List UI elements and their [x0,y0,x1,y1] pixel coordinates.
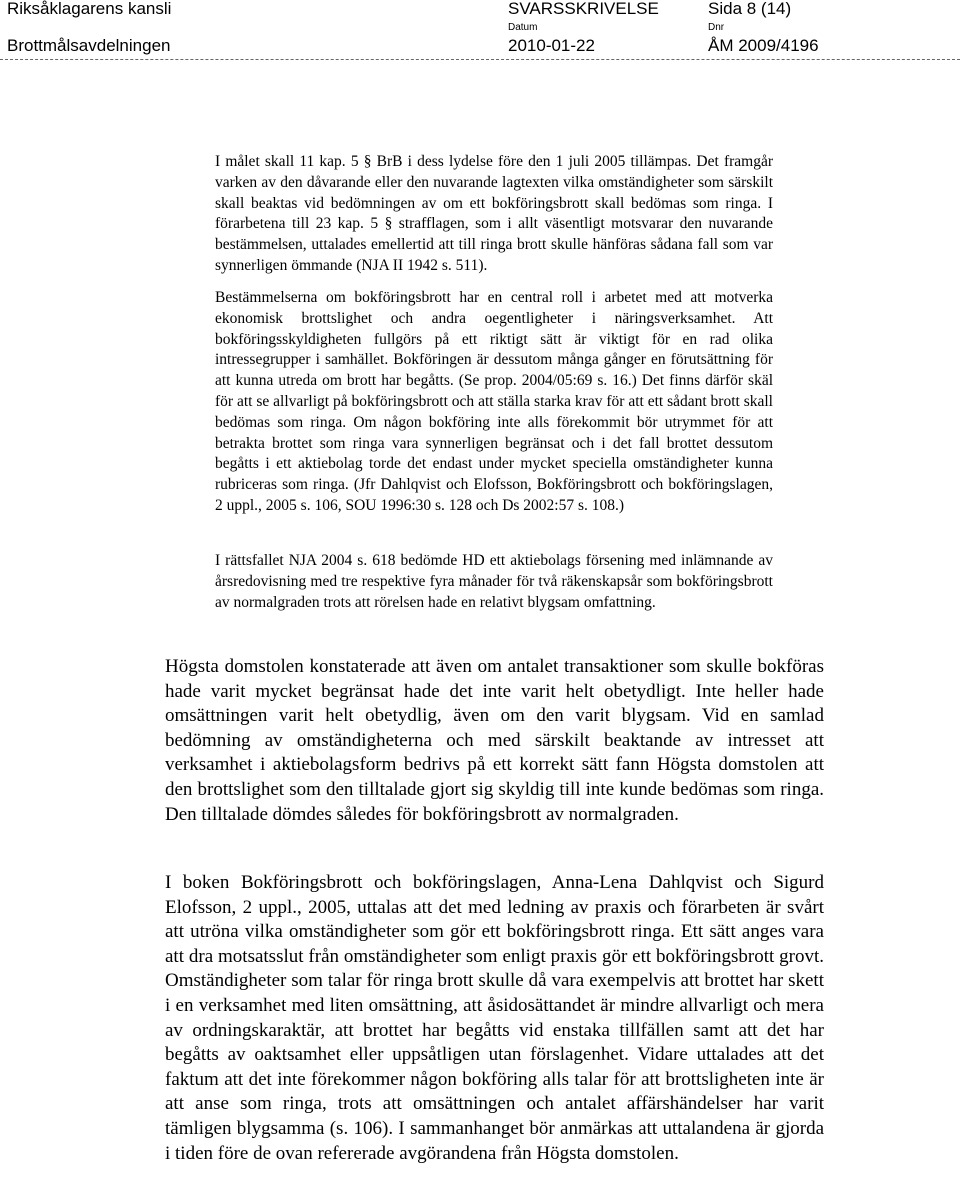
header-divider [0,59,960,60]
division-name: Brottmålsavdelningen [7,36,171,55]
document-date: 2010-01-22 [508,36,595,55]
document-type: SVARSSKRIVELSE [508,0,659,18]
date-label: Datum [508,22,538,33]
quote-paragraph-3: I rättsfallet NJA 2004 s. 618 bedömde HD ett aktiebolags försening med inlämnande av årsredovisning med tre respektive fyra månader för två räkenskapsår som bokföringsbrott av normalgraden trots att rörelsen hade en relativt blygsam omfattning. [215,552,773,611]
body-paragraph-2: I boken Bokföringsbrott och bokföringslagen, Anna-Lena Dahlqvist och Sigurd Elofsson, 2 uppl., 2005, uttalas att det med ledning av praxis och förarbeten är svårt att utröna vilka omständigheter som gör ett bokföringsbrott ringa. Ett sätt anges vara att dra motsatsslut från omständigheter som enligt praxis gör ett bokföringsbrott grovt. Omständigheter som talar för ringa brott skulle då vara exempelvis att brottet har skett i en verksamhet med liten omsättning, att åsidosättandet är mindre allvarligt och mera av ordningskaraktär, att brottet har begåtts vid enstaka tillfällen samt att det har begåtts av oaktsamhet eller uppsåtligen utan förslagenhet. Vidare uttalades att det faktum att det inte förekommer någon bokföring alls talar för att brottsligheten inte är att anse som ringa, trots att omsättningen och antalet affärshändelser har varit tämligen blygsamma (s. 106). I sammanhanget bör anmärkas att uttalandena är gjorda i tiden före de ovan refererade avgörandena från Högsta domstolen. [165,872,824,1164]
document-dnr: ÅM 2009/4196 [708,36,819,55]
dnr-label: Dnr [708,22,725,33]
quote-paragraph-1: I målet skall 11 kap. 5 § BrB i dess lydelse före den 1 juli 2005 tillämpas. Det framgår varken av den dåvarande eller den nuvarande lagtexten vilka omständigheter som särskilt skall beaktas vid bedömningen av om ett bokföringsbrott skall bedömas som ringa. I förarbetena till 23 kap. 5 § strafflagen, som i allt väsentligt motsvarar den nuvarande bestämmelsen, uttalades emellertid att till ringa brott skulle hänföras sådana fall som var synnerligen ömmande (NJA II 1942 s. 511). [215,153,773,274]
organization-name: Riksåklagarens kansli [7,0,172,18]
body-paragraph-1: Högsta domstolen konstaterade att även om antalet transaktioner som skulle bokföras hade varit mycket begränsat hade det inte varit helt obetydligt. Inte heller hade omsättningen varit helt obetydlig, även om den varit blygsam. Vid en samlad bedömning av omständigheterna och med särskilt beaktande av intresset att verksamhet i aktiebolagsform bedrivs på ett korrekt sätt fann Högsta domstolen att den brottslighet som den tilltalade gjort sig skyldig till inte kunde bedömas som ringa. Den tilltalade dömdes således för bokföringsbrott av normalgraden. [165,656,824,825]
quote-paragraph-2: Bestämmelserna om bokföringsbrott har en central roll i arbetet med att motverka ekonomisk brottslighet och andra oegentligheter i näringsverksamhet. Att bokföringsskyldigheten fullgörs på ett riktigt sätt är viktigt för en rad olika intressegrupper i samhället. Bokföringen är dessutom många gånger en förutsättning för att kunna utreda om brott har begåtts. (Se prop. 2004/05:69 s. 16.) Det finns därför skäl för att se allvarligt på bokföringsbrott och att ställa starka krav för att ett sådant brott skall bedömas som ringa. Om någon bokföring inte alls förekommit bör utrymmet för att betrakta brottet som ringa vara synnerligen begränsat och i det fall brottet dessutom begåtts i ett aktiebolag torde det endast under mycket speciella omständigheter kunna rubriceras som ringa. (Jfr Dahlqvist och Elofsson, Bokföringsbrott och bokföringslagen, 2 uppl., 2005 s. 106, SOU 1996:30 s. 128 och Ds 2002:57 s. 108.) [215,289,773,514]
page-number: Sida 8 (14) [708,0,792,18]
